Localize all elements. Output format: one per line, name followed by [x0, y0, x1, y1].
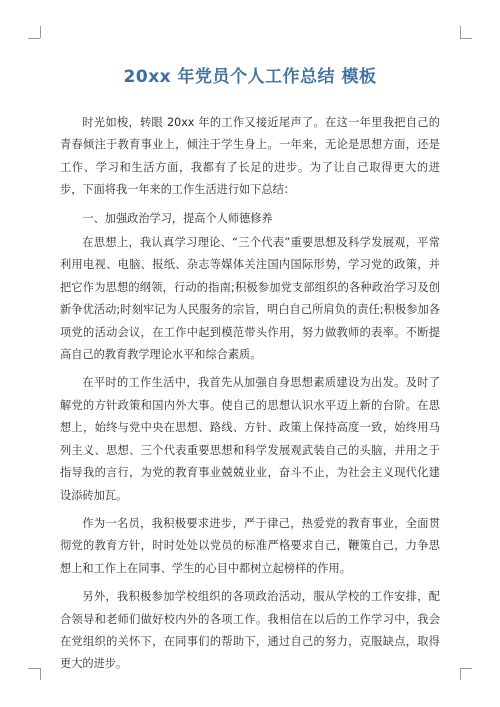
paragraph-activities: 另外，我积极参加学校组织的各项政治活动，服从学校的工作安排，配合领导和老师们做好校内外的各项工作。我相信在以后的工作学习中，我会在党组织的关怀下，在同事们的帮助下，通过自己的努力，克服缺点，取得更大的进步。 — [60, 590, 440, 671]
section-heading: 一、加强政治学习，提高个人师德修养 — [82, 211, 273, 225]
paragraph-thought: 在思想上，我认真学习理论、“三个代表”重要思想及科学发展观，平常利用电视、电脑、报纸、杂志等媒体关注国内国际形势，学习党的政策，并把它作为思想的纲领，行动的指南;积极参加党支部组织的各种政治学习及创新争优活动;时刻牢记为人民服务的宗旨，明白自己所肩负的责任;积极参加各项党的活动会议，在工作中起到模范带头作用，努力做教师的表率。不断提高自己的教育教学理论水平和综合素质。 — [60, 236, 440, 362]
paragraph-member: 作为一名员，我积极要求进步，严于律己，热爱党的教育事业，全面贯彻党的教育方针，时时处处以党员的标准严格要求自己，鞭策自己，力争思想上和工作上在同事、学生的心目中都树立起榜样的作用。 — [60, 516, 440, 575]
document-body — [60, 112, 440, 682]
document-title: 20xx 年党员个人工作总结 模板 — [123, 67, 377, 87]
paragraph-intro: 时光如梭，转眼 20xx 年的工作又接近尾声了。在这一年里我把自己的青春倾注于教育事业上，倾注于学生身上。一年来，无论是思想方面，还是工作、学习和生活方面，我都有了长足的进步。为了让自己取得更大的进步，下面将我一年来的工作生活进行如下总结： — [60, 116, 440, 197]
paragraph-daily-work: 在平时的工作生活中，我首先从加强自身思想素质建设为出发。及时了解党的方针政策和国内外大事。使自己的思想认识水平迈上新的台阶。在思想上，始终与党中央在思想、路线、方针、政策上保持高度一致，始终用马列主义、思想、三个代表重要思想和科学发展观武装自己的头脑，并用之于指导我的言行，为党的教育事业兢兢业业，奋斗不止，为社会主义现代化建设添砖加瓦。 — [60, 376, 440, 502]
